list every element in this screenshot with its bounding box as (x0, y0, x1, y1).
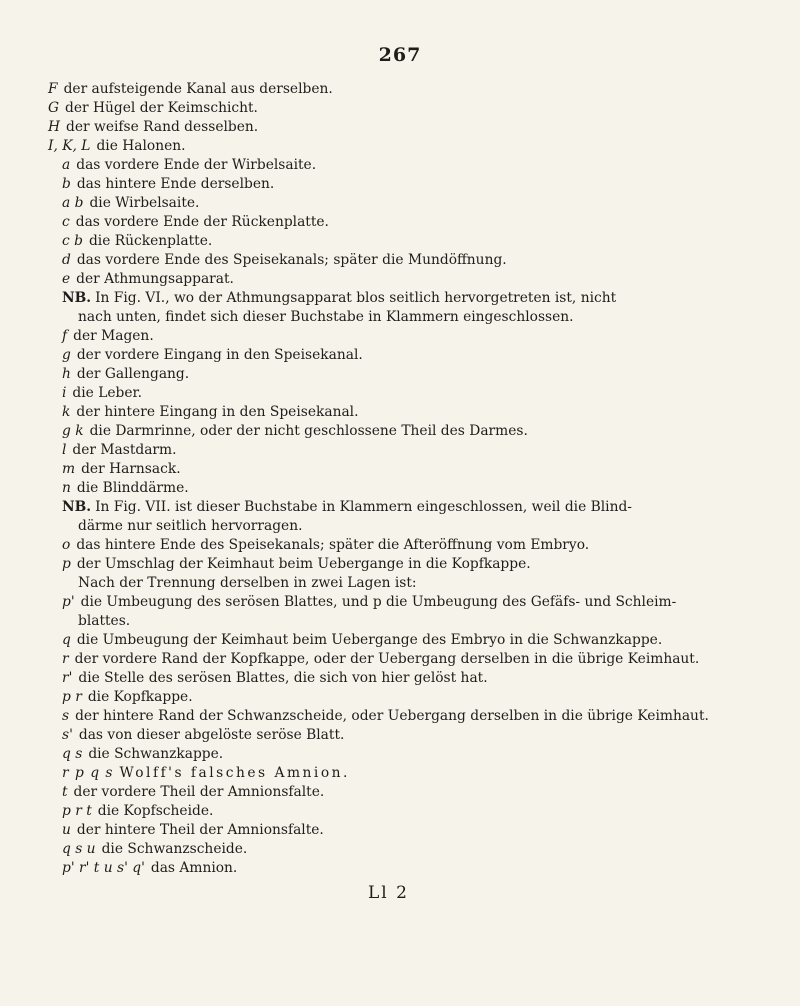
legend-entry (62, 764, 772, 782)
entry-symbol: d (62, 252, 71, 268)
entry-symbol: H (48, 119, 61, 135)
entry-text: der Gallengang. (76, 366, 190, 382)
legend-entry (62, 555, 772, 573)
printer-signature: Ll 2 (368, 883, 409, 903)
entry-symbol: g (62, 347, 71, 363)
entry-text: die Darmrinne, oder der nicht geschlossene Theil des Darmes. (89, 423, 528, 439)
entry-text: der vordere Theil der Amnionsfalte. (73, 784, 325, 800)
entry-text: der Magen. (73, 328, 154, 344)
entry-symbol: p (62, 556, 71, 572)
entry-symbol: r' (62, 670, 73, 686)
entry-symbol: k (62, 404, 71, 420)
entry-symbol: r (62, 651, 69, 667)
legend-entry (48, 99, 758, 117)
nb-note (62, 498, 772, 516)
entry-symbol: n (62, 480, 71, 496)
entry-symbol: a (62, 157, 71, 173)
entry-text: Wolff's falsches Amnion. (119, 765, 350, 781)
legend-entry (62, 745, 772, 763)
legend-entry (62, 460, 772, 478)
legend-entry (62, 631, 772, 649)
entry-text: Nach der Trennung derselben in zwei Lagen ist: (78, 575, 417, 591)
entry-symbol: u (62, 822, 71, 838)
legend-entry (62, 327, 772, 345)
entry-text: die Blinddärme. (76, 480, 189, 496)
nb-note (62, 289, 772, 307)
entry-symbol: o (62, 537, 71, 553)
entry-text: das von dieser abgelöste seröse Blatt. (78, 727, 345, 743)
entry-text: der vordere Eingang in den Speisekanal. (76, 347, 363, 363)
legend-entry (62, 688, 772, 706)
entry-symbol: e (62, 271, 71, 287)
entry-text: die Wirbelsaite. (89, 195, 200, 211)
legend-entry (62, 859, 772, 877)
entry-text: der Mastdarm. (72, 442, 177, 458)
entry-text: die Halonen. (96, 138, 186, 154)
entry-symbol: i (62, 385, 67, 401)
entry-text: der hintere Eingang in den Speisekanal. (76, 404, 359, 420)
entry-symbol: r p q s (62, 765, 114, 781)
entry-text: die Schwanzkappe. (88, 746, 224, 762)
entry-symbol: m (62, 461, 76, 477)
entry-text: das vordere Ende der Wirbelsaite. (76, 157, 317, 173)
legend-entry (62, 156, 772, 174)
legend-entry (62, 213, 772, 231)
entry-symbol: p' r' t u s' q' (62, 860, 145, 876)
nb-note-continuation (78, 517, 788, 535)
entry-text: der Hügel der Keimschicht. (65, 100, 258, 116)
entry-text: das vordere Ende der Rückenplatte. (75, 214, 329, 230)
entry-symbol: F (48, 81, 58, 97)
entry-text: die Leber. (72, 385, 143, 401)
entry-text: die Stelle des serösen Blattes, die sich von hier gelöst hat. (78, 670, 488, 686)
nb-label: NB. (62, 499, 92, 515)
legend-entry (62, 365, 772, 383)
entry-symbol: g k (62, 423, 84, 439)
legend-entry (62, 783, 772, 801)
entry-symbol: p' (62, 594, 75, 610)
legend-entry (62, 384, 772, 402)
entry-symbol: p r t (62, 803, 92, 819)
entry-text: das hintere Ende derselben. (76, 176, 275, 192)
legend-entry (62, 479, 772, 497)
nb-text: In Fig. VI., wo der Athmungsapparat blos seitlich hervorgetreten ist, nicht (95, 290, 617, 306)
entry-text: der Harnsack. (81, 461, 181, 477)
entry-symbol: q s (62, 746, 83, 762)
legend-entry (62, 194, 772, 212)
legend-entry (48, 118, 758, 136)
entry-text: das vordere Ende des Speisekanals; später die Mundöffnung. (76, 252, 507, 268)
entry-symbol: l (62, 442, 67, 458)
entry-continuation (78, 574, 788, 592)
entry-symbol: b (62, 176, 71, 192)
entry-text: die Umbeugung der Keimhaut beim Uebergange des Embryo in die Schwanzkappe. (76, 632, 663, 648)
entry-symbol: t (62, 784, 68, 800)
entry-text: die Kopfscheide. (97, 803, 214, 819)
entry-symbol: c b (62, 233, 83, 249)
entry-text: die Rückenplatte. (88, 233, 213, 249)
legend-entry (48, 137, 758, 155)
legend-entry (62, 346, 772, 364)
legend-entry (62, 726, 772, 744)
entry-continuation (78, 612, 788, 630)
legend-entry (62, 175, 772, 193)
legend-entry (62, 707, 772, 725)
page-number: 267 (378, 44, 422, 66)
legend-entry (48, 80, 758, 98)
nb-note-continuation (78, 308, 788, 326)
entry-symbol: a b (62, 195, 84, 211)
entry-text: das Amnion. (150, 860, 238, 876)
entry-symbol: I, K, L (48, 138, 91, 154)
entry-symbol: p r (62, 689, 82, 705)
entry-text: das hintere Ende des Speisekanals; später die Afteröffnung vom Embryo. (76, 537, 590, 553)
legend-entry (62, 593, 772, 611)
entry-text: nach unten, findet sich dieser Buchstabe in Klammern eingeschlossen. (78, 309, 574, 325)
entry-symbol: s (62, 708, 70, 724)
legend-entry (62, 441, 772, 459)
entry-text: die Schwanzscheide. (101, 841, 248, 857)
nb-label: NB. (62, 290, 92, 306)
entry-symbol: s' (62, 727, 73, 743)
legend-entry (62, 232, 772, 250)
nb-text: In Fig. VII. ist dieser Buchstabe in Klammern eingeschlossen, weil die Blind- (95, 499, 632, 515)
entry-text: der aufsteigende Kanal aus derselben. (63, 81, 333, 97)
legend-entry (62, 422, 772, 440)
legend-entry (62, 650, 772, 668)
entry-text: der vordere Rand der Kopfkappe, oder der Uebergang derselben in die übrige Keimhaut. (74, 651, 700, 667)
entry-symbol: h (62, 366, 71, 382)
legend-entry (62, 802, 772, 820)
entry-text: blattes. (78, 613, 131, 629)
legend-entry (62, 840, 772, 858)
legend-entry (62, 536, 772, 554)
entry-symbol: G (48, 100, 60, 116)
entry-text: der Athmungsapparat. (76, 271, 234, 287)
entry-symbol: q s u (62, 841, 96, 857)
entry-text: die Umbeugung des serösen Blattes, und p die Umbeugung des Gefäfs- und Schleim- (80, 594, 677, 610)
legend-entry (62, 821, 772, 839)
entry-text: därme nur seitlich hervorragen. (78, 518, 303, 534)
legend-entry (62, 270, 772, 288)
entry-symbol: f (62, 328, 68, 344)
entry-text: die Kopfkappe. (87, 689, 193, 705)
entry-text: der weifse Rand desselben. (66, 119, 259, 135)
entry-text: der Umschlag der Keimhaut beim Uebergange in die Kopfkappe. (76, 556, 531, 572)
entry-symbol: q (62, 632, 71, 648)
legend-entry (62, 251, 772, 269)
legend-entry (62, 403, 772, 421)
entry-text: der hintere Theil der Amnionsfalte. (76, 822, 324, 838)
legend-entry (62, 669, 772, 687)
entry-symbol: c (62, 214, 70, 230)
entry-text: der hintere Rand der Schwanzscheide, oder Uebergang derselben in die übrige Keimhaut. (75, 708, 709, 724)
